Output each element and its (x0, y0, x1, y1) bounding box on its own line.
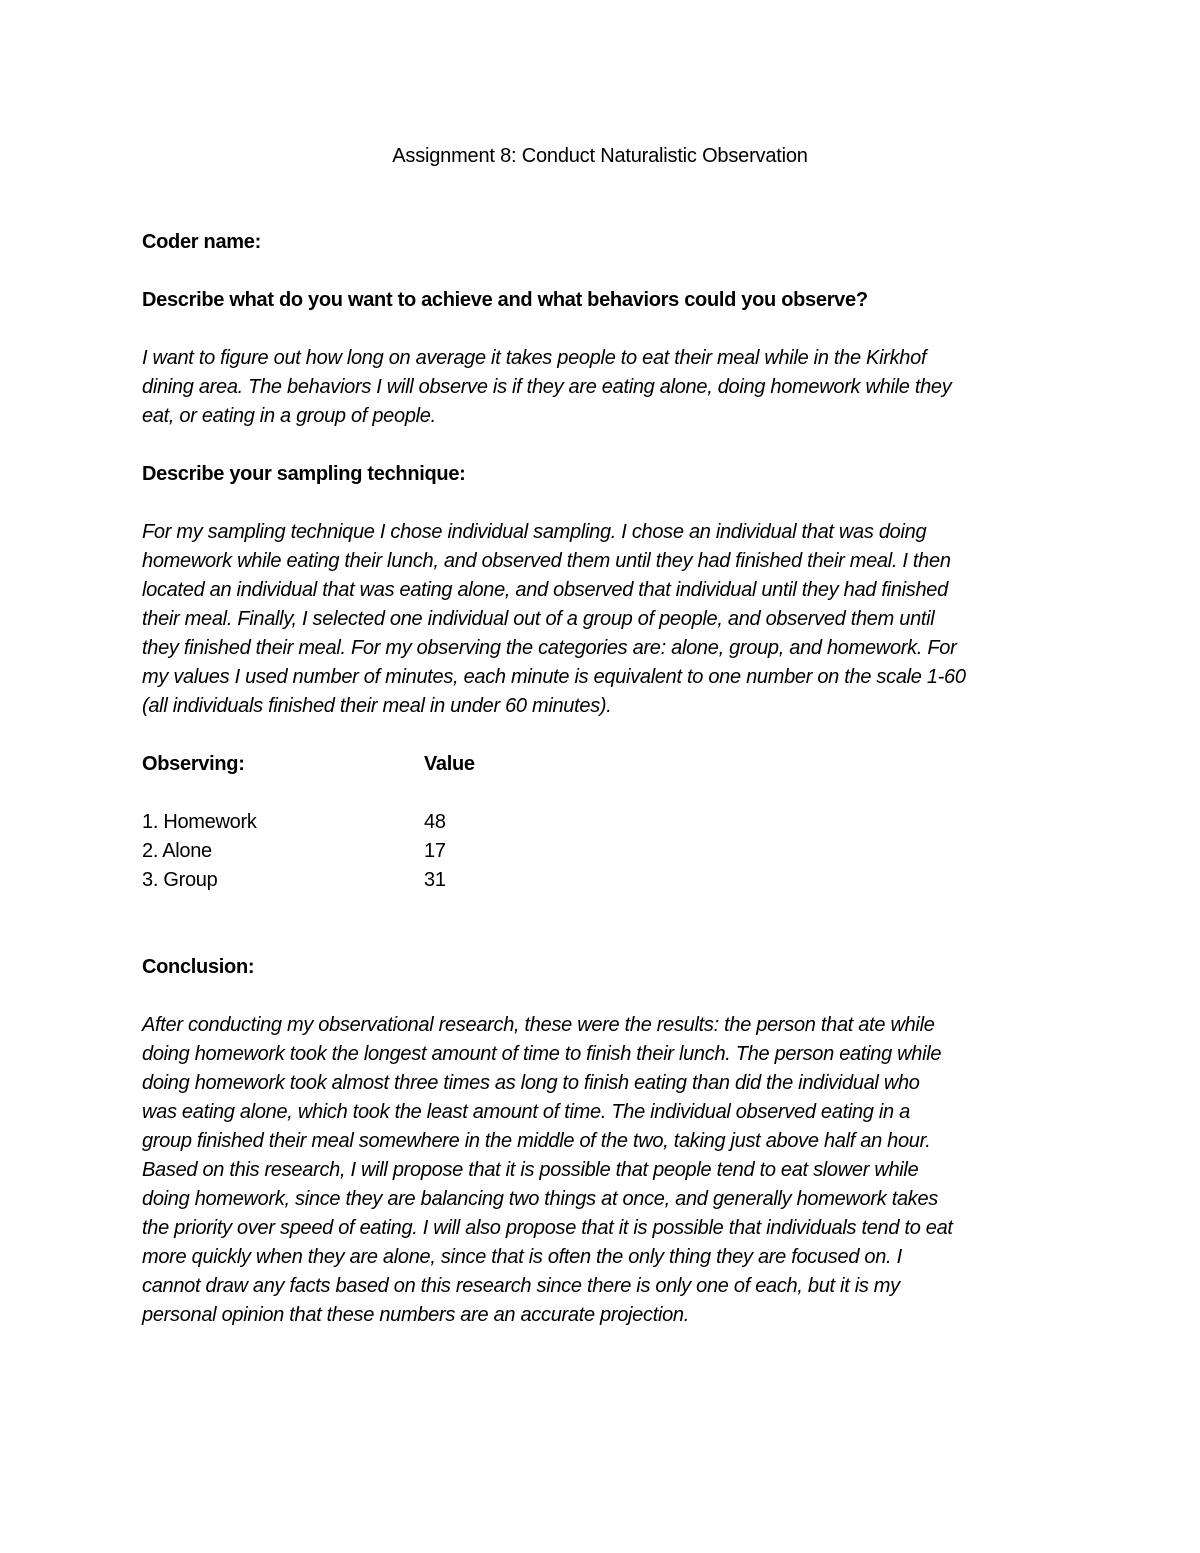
conclusion-line: After conducting my observational research, these were the results: the person that ate while (142, 1014, 935, 1036)
answer-line: eat, or eating in a group of people. (142, 405, 436, 427)
conclusion-line: more quickly when they are alone, since that is often the only thing they are focused on. I (142, 1246, 902, 1268)
conclusion-line: doing homework, since they are balancing two things at once, and generally homework takes (142, 1188, 938, 1210)
document-title: Assignment 8: Conduct Naturalistic Observation (392, 145, 808, 167)
answer-line: homework while eating their lunch, and observed them until they had finished their meal. I then (142, 550, 951, 572)
conclusion-heading: Conclusion: (142, 956, 255, 978)
answer-line: my values I used number of minutes, each minute is equivalent to one number on the scale 1-60 (142, 666, 966, 688)
row-value: 48 (424, 811, 446, 833)
observation-table (142, 750, 1062, 895)
answer-line: I want to figure out how long on average it takes people to eat their meal while in the Kirkhof (142, 347, 927, 369)
answer-line: they finished their meal. For my observing the categories are: alone, group, and homework. For (142, 637, 957, 659)
table-row (142, 866, 1062, 895)
conclusion-line: doing homework took the longest amount of time to finish their lunch. The person eating while (142, 1043, 942, 1065)
question-goals-answer (142, 344, 1062, 431)
row-label: 1. Homework (142, 811, 257, 833)
answer-line: their meal. Finally, I selected one individual out of a group of people, and observed them until (142, 608, 935, 630)
coder-name-label: Coder name: (142, 231, 261, 253)
row-label: 3. Group (142, 869, 218, 891)
sampling-technique-heading: Describe your sampling technique: (142, 463, 466, 485)
conclusion-line: Based on this research, I will propose that it is possible that people tend to eat slower while (142, 1159, 919, 1181)
answer-line: For my sampling technique I chose individual sampling. I chose an individual that was doing (142, 521, 927, 543)
row-value: 17 (424, 840, 446, 862)
conclusion-line: the priority over speed of eating. I will also propose that it is possible that individuals tend to eat (142, 1217, 953, 1239)
conclusion-line: group finished their meal somewhere in the middle of the two, taking just above half an hour. (142, 1130, 931, 1152)
row-label: 2. Alone (142, 840, 212, 862)
conclusion-line: cannot draw any facts based on this research since there is only one of each, but it is my (142, 1275, 900, 1297)
table-row (142, 837, 1062, 866)
answer-line: (all individuals finished their meal in under 60 minutes). (142, 695, 612, 717)
conclusion-line: doing homework took almost three times as long to finish eating than did the individual who (142, 1072, 920, 1094)
row-value: 31 (424, 869, 446, 891)
header-value: Value (424, 753, 475, 775)
question-goals-heading: Describe what do you want to achieve and what behaviors could you observe? (142, 289, 868, 311)
table-header-row (142, 750, 1062, 779)
answer-line: dining area. The behaviors I will observe is if they are eating alone, doing homework while they (142, 376, 952, 398)
conclusion-line: was eating alone, which took the least amount of time. The individual observed eating in a (142, 1101, 910, 1123)
table-row (142, 808, 1062, 837)
header-observing: Observing: (142, 753, 245, 775)
sampling-technique-answer (142, 518, 1062, 721)
answer-line: located an individual that was eating alone, and observed that individual until they had finished (142, 579, 948, 601)
conclusion-line: personal opinion that these numbers are an accurate projection. (142, 1304, 690, 1326)
document-body (142, 228, 1062, 1330)
conclusion-text (142, 1011, 1062, 1330)
